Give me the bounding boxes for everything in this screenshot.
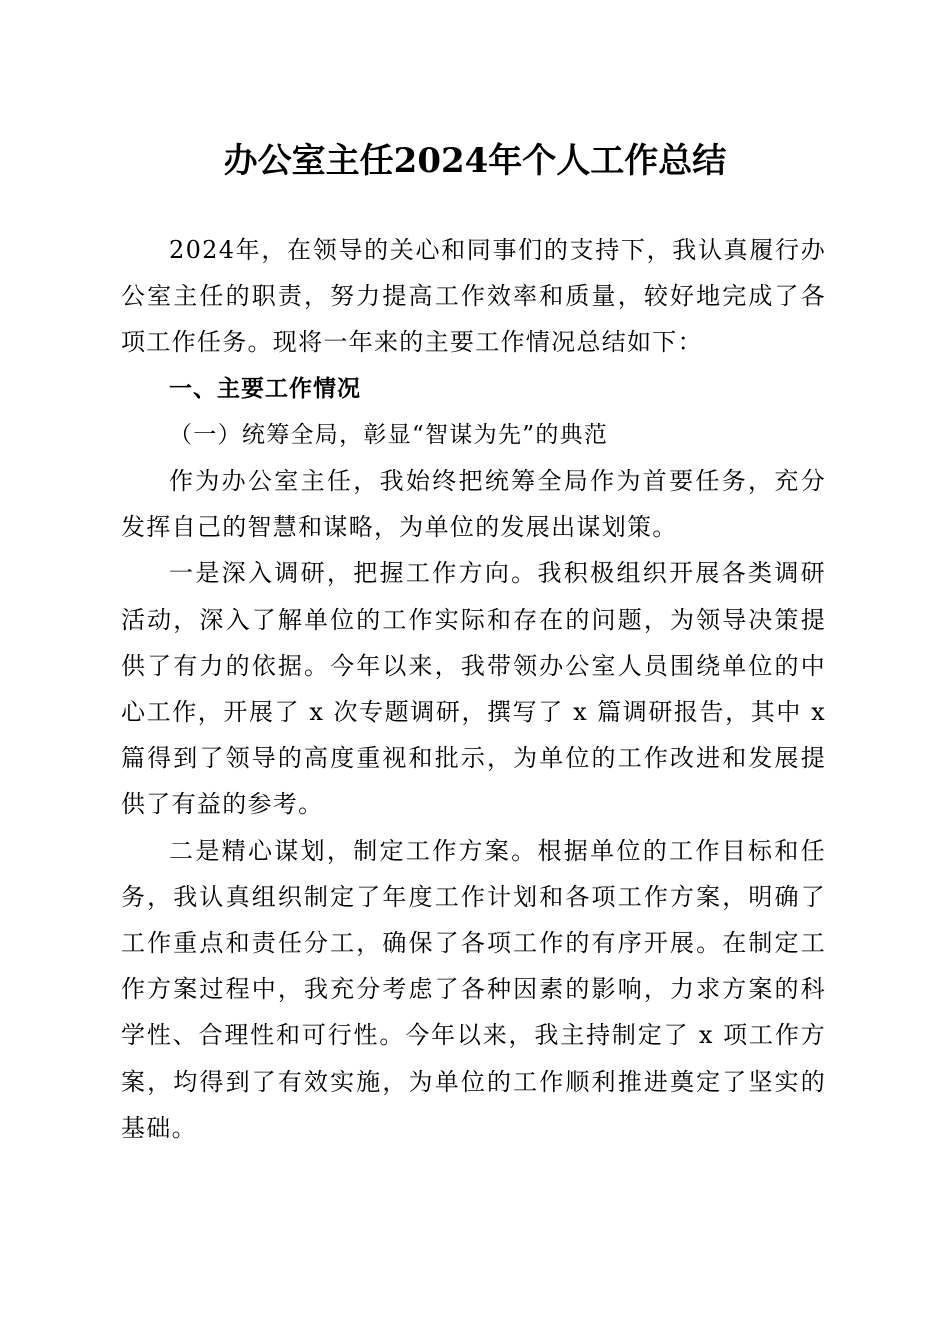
document-title: 办公室主任2024年个人工作总结 [223,141,727,181]
point-two-body: 根据单位的工作目标和任务，我认真组织制定了年度工作计划和各项工作方案，明确了工作重点和责任分工，确保了各项工作的有序开展。在制定工作方案过程中，我充分考虑了各种因素的影响，力求方案的科学性、合理性和可行性。今年以来，我主持制定了 x 项工作方案，均得到了有效实施，为单位的工作顺利推进奠定了坚实的基础。 [121,836,826,1142]
point-one-body: 我积极组织开展各类调研活动，深入了解单位的工作实际和存在的问题，为领导决策提供了有力的依据。今年以来，我带领办公室人员围绕单位的中心工作，开展了 x 次专题调研，撰写了 x 篇调研报告，其中 x 篇得到了领导的高度重视和批示，为单位的工作改进和发展提供了有益的参考。 [121,559,826,819]
point-one-lead: 一是深入调研，把握工作方向。 [169,559,538,588]
document-body [121,227,826,1151]
subsection-heading-overall-planning: （一）统筹全局，彰显“智谋为先”的典范 [169,421,609,448]
section-heading-main-work: 一、主要工作情况 [169,375,361,402]
point-two-paragraph [121,828,826,1151]
subsection-intro-paragraph: 作为办公室主任，我始终把统筹全局作为首要任务，充分发挥自己的智慧和谋略，为单位的发展出谋划策。 [121,467,826,542]
point-one-paragraph [121,550,826,827]
intro-paragraph: 2024年，在领导的关心和同事们的支持下，我认真履行办公室主任的职责，努力提高工作效率和质量，较好地完成了各项工作任务。现将一年来的主要工作情况总结如下： [121,236,826,357]
point-two-lead: 二是精心谋划，制定工作方案。 [169,836,538,865]
